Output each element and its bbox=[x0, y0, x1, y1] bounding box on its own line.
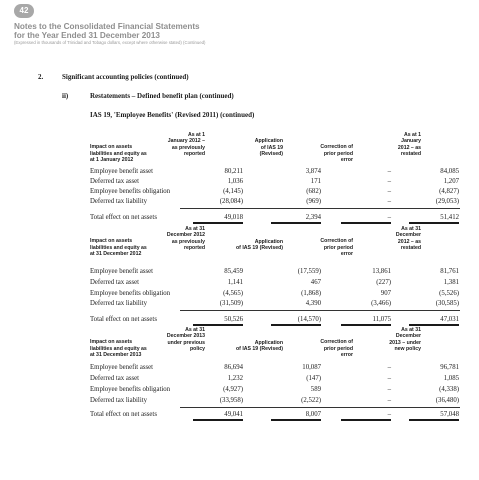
column-header-line: Application bbox=[254, 238, 283, 245]
subtotal-rule bbox=[180, 407, 460, 408]
cell-value: (3,466) bbox=[371, 300, 391, 307]
cell-value: – bbox=[387, 198, 391, 205]
table-row bbox=[90, 168, 460, 177]
cell-value: (4,827) bbox=[439, 188, 459, 195]
cell-value: (17,559) bbox=[297, 268, 321, 275]
column-header-line: Application bbox=[254, 339, 283, 346]
cell-value: (36,480) bbox=[435, 397, 459, 404]
row-label: Employee benefits obligation bbox=[90, 188, 171, 195]
column-header-line: reported bbox=[183, 245, 205, 252]
column-header-line: As at 1 bbox=[187, 132, 205, 138]
total-value: 47,031 bbox=[409, 316, 459, 326]
header-label-line: Impact on assets bbox=[90, 144, 133, 151]
row-label: Deferred tax asset bbox=[90, 375, 140, 382]
cell-value: 3,874 bbox=[305, 168, 321, 175]
row-label: Deferred tax liability bbox=[90, 397, 147, 404]
column-header-line: of IAS 19 (Revised) bbox=[236, 346, 283, 353]
column-header-col4 bbox=[361, 226, 421, 252]
column-header-col4 bbox=[361, 327, 421, 353]
cell-value: 1,141 bbox=[227, 279, 243, 286]
total-value: 49,041 bbox=[193, 411, 243, 421]
section-number: 2. bbox=[38, 73, 44, 81]
cell-value: (4,338) bbox=[439, 386, 459, 393]
cell-value: (4,145) bbox=[223, 188, 243, 195]
cell-value: 4,390 bbox=[305, 300, 321, 307]
cell-value: 80,211 bbox=[224, 168, 243, 175]
cell-value: 171 bbox=[310, 178, 321, 185]
cell-value: 10,087 bbox=[302, 364, 321, 371]
total-value: – bbox=[341, 411, 391, 421]
column-header-col1 bbox=[145, 132, 205, 158]
row-label: Deferred tax liability bbox=[90, 300, 147, 307]
cell-value: 1,232 bbox=[227, 375, 243, 382]
cell-value: 84,085 bbox=[440, 168, 459, 175]
subsection-title: Restatements – Defined benefit plan (continued) bbox=[90, 92, 234, 100]
subtotal-rule bbox=[180, 310, 460, 311]
column-header-line: As at 31 bbox=[185, 327, 205, 333]
column-header-line: January 2012 – bbox=[167, 138, 205, 145]
column-header-line: reported bbox=[183, 151, 205, 158]
column-header-col3 bbox=[293, 238, 353, 257]
total-value: 50,526 bbox=[193, 316, 243, 326]
row-label: Employee benefits obligation bbox=[90, 290, 171, 297]
cell-value: (31,509) bbox=[219, 300, 243, 307]
table-row bbox=[90, 300, 460, 309]
page-number-badge: 42 bbox=[14, 4, 34, 18]
column-header-line: as previously bbox=[171, 144, 205, 151]
table-row bbox=[90, 198, 460, 207]
column-header-col2 bbox=[223, 239, 283, 252]
table-row bbox=[90, 386, 460, 395]
column-header-col1 bbox=[145, 226, 205, 252]
row-label: Deferred tax liability bbox=[90, 198, 147, 205]
cell-value: – bbox=[387, 386, 391, 393]
total-value: 2,394 bbox=[271, 214, 321, 224]
cell-value: – bbox=[387, 364, 391, 371]
cell-value: – bbox=[387, 188, 391, 195]
column-header-line: December bbox=[395, 333, 421, 340]
row-label: Deferred tax asset bbox=[90, 178, 140, 185]
document-title bbox=[14, 22, 200, 40]
table-row bbox=[90, 178, 460, 187]
column-header-col2 bbox=[223, 340, 283, 353]
column-header-line: new policy bbox=[394, 346, 421, 353]
row-label: Employee benefit asset bbox=[90, 168, 154, 175]
table-row bbox=[90, 268, 460, 277]
cell-value: (30,585) bbox=[435, 300, 459, 307]
total-value: – bbox=[341, 214, 391, 224]
total-row bbox=[90, 214, 460, 223]
cell-value: 1,036 bbox=[227, 178, 243, 185]
cell-value: (4,565) bbox=[223, 290, 243, 297]
cell-value: 467 bbox=[310, 279, 321, 286]
cell-value: (682) bbox=[306, 188, 321, 195]
cell-value: 81,761 bbox=[440, 268, 459, 275]
total-label: Total effect on net assets bbox=[90, 411, 157, 418]
column-header-line: As at 31 bbox=[401, 327, 421, 333]
cell-value: (29,053) bbox=[435, 198, 459, 205]
total-row bbox=[90, 316, 460, 325]
column-header-line: (Revised) bbox=[259, 151, 283, 158]
column-header-line: Application bbox=[254, 138, 283, 145]
cell-value: – bbox=[387, 375, 391, 382]
cell-value: 13,861 bbox=[372, 268, 391, 275]
column-header-line: restated bbox=[400, 245, 421, 252]
table-row bbox=[90, 279, 460, 288]
column-header-line: 2012 – as bbox=[397, 144, 421, 151]
cell-value: (1,868) bbox=[301, 290, 321, 297]
title-line-2: for the Year Ended 31 December 2013 bbox=[14, 31, 160, 40]
header-label-line: at 1 January 2012 bbox=[90, 157, 134, 164]
column-header-col1 bbox=[145, 327, 205, 353]
cell-value: (28,084) bbox=[219, 198, 243, 205]
total-value: 11,075 bbox=[341, 316, 391, 326]
column-header-line: prior period bbox=[323, 150, 353, 157]
total-value: 49,018 bbox=[193, 214, 243, 224]
column-header-line: policy bbox=[190, 346, 205, 353]
column-header-line: as previously bbox=[171, 238, 205, 245]
header-label-line: Impact on assets bbox=[90, 339, 133, 346]
cell-value: 86,694 bbox=[224, 364, 243, 371]
cell-value: 85,459 bbox=[224, 268, 243, 275]
column-header-line: prior period bbox=[323, 244, 353, 251]
total-row bbox=[90, 411, 460, 420]
column-header-line: December 2012 bbox=[166, 232, 205, 239]
row-label: Employee benefit asset bbox=[90, 364, 154, 371]
column-header-line: 2013 – under bbox=[389, 339, 421, 346]
column-header-line: 2012 – as bbox=[397, 238, 421, 245]
column-header-col4 bbox=[361, 132, 421, 158]
cell-value: 907 bbox=[380, 290, 391, 297]
subsection-number: ii) bbox=[62, 92, 69, 100]
total-label: Total effect on net assets bbox=[90, 316, 157, 323]
column-header-line: under previous bbox=[167, 339, 205, 346]
header-label-line: Impact on assets bbox=[90, 238, 133, 245]
cell-value: 1,085 bbox=[443, 375, 459, 382]
column-header-line: December bbox=[395, 232, 421, 239]
cell-value: 96,781 bbox=[440, 364, 459, 371]
column-header-line: error bbox=[340, 157, 353, 164]
table-row bbox=[90, 364, 460, 373]
total-value: 8,007 bbox=[271, 411, 321, 421]
cell-value: (33,958) bbox=[219, 397, 243, 404]
cell-value: 1,381 bbox=[443, 279, 459, 286]
title-line-1: Notes to the Consolidated Financial Statements bbox=[14, 22, 200, 31]
cell-value: (4,927) bbox=[223, 386, 243, 393]
cell-value: (227) bbox=[376, 279, 391, 286]
column-header-line: Correction of bbox=[320, 144, 353, 151]
column-header-col3 bbox=[293, 144, 353, 163]
row-label: Employee benefit asset bbox=[90, 268, 154, 275]
cell-value: 1,207 bbox=[443, 178, 459, 185]
row-label: Employee benefits obligation bbox=[90, 386, 171, 393]
cell-value: – bbox=[387, 178, 391, 185]
header-label-line: liabilities and equity as bbox=[90, 244, 147, 251]
table-title: IAS 19, 'Employee Benefits' (Revised 2011) (continued) bbox=[90, 111, 255, 119]
column-header-line: of IAS 19 (Revised) bbox=[236, 245, 283, 252]
column-header-line: Correction of bbox=[320, 339, 353, 346]
total-value: (14,570) bbox=[271, 316, 321, 326]
column-header-line: error bbox=[340, 352, 353, 359]
column-header-col2 bbox=[223, 138, 283, 157]
column-header-line: Correction of bbox=[320, 238, 353, 245]
cell-value: – bbox=[387, 397, 391, 404]
column-header-line: As at 31 bbox=[185, 226, 205, 232]
header-label-line: liabilities and equity as bbox=[90, 345, 147, 352]
total-value: 51,412 bbox=[409, 214, 459, 224]
subtotal-rule bbox=[180, 208, 460, 209]
total-value: 57,048 bbox=[409, 411, 459, 421]
cell-value: (2,522) bbox=[301, 397, 321, 404]
column-header-line: As at 31 bbox=[401, 226, 421, 232]
cell-value: (5,526) bbox=[439, 290, 459, 297]
section-title: Significant accounting policies (continued) bbox=[62, 73, 189, 81]
cell-value: (969) bbox=[306, 198, 321, 205]
cell-value: – bbox=[387, 168, 391, 175]
table-row bbox=[90, 397, 460, 406]
column-header-line: January bbox=[401, 138, 421, 145]
row-label: Deferred tax asset bbox=[90, 279, 140, 286]
column-header-line: restated bbox=[400, 151, 421, 158]
column-header-line: prior period bbox=[323, 345, 353, 352]
column-header-col3 bbox=[293, 339, 353, 358]
table-row bbox=[90, 290, 460, 299]
header-label-line: at 31 December 2013 bbox=[90, 352, 142, 359]
column-header-line: As at 1 bbox=[403, 132, 421, 138]
table-row bbox=[90, 188, 460, 197]
cell-value: (147) bbox=[306, 375, 321, 382]
column-header-line: of IAS 19 bbox=[260, 144, 283, 151]
document-subtitle: (Expressed in thousands of Trinidad and Tobago dollars, except where otherwise stated) (Continued) bbox=[14, 40, 206, 45]
header-label-line: liabilities and equity as bbox=[90, 150, 147, 157]
column-header-line: December 2013 bbox=[166, 333, 205, 340]
total-label: Total effect on net assets bbox=[90, 214, 157, 221]
table-row bbox=[90, 375, 460, 384]
header-label-line: at 31 December 2012 bbox=[90, 251, 142, 258]
column-header-line: error bbox=[340, 251, 353, 258]
cell-value: 589 bbox=[310, 386, 321, 393]
